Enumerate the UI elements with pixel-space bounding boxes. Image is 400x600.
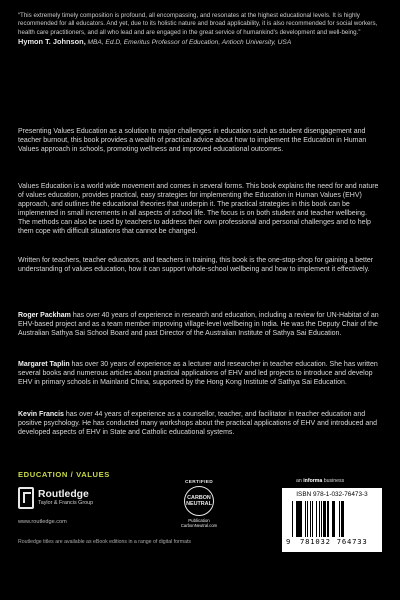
barcode-group-2: 764733 [336, 537, 368, 546]
carbon-site: CarbonNeutral.com [180, 523, 218, 528]
ebook-note: Routledge titles are available as eBook editions in a range of digital formats [18, 539, 192, 545]
informa-prefix: an [296, 478, 302, 484]
carbon-line-1: CARBON [187, 495, 211, 501]
author-bio-2 [18, 360, 380, 387]
author-bio-3 [18, 410, 380, 437]
barcode-bars [292, 501, 378, 537]
quote-text: “This extremely timely composition is profound, all encompassing, and resonates at the highest educational levels. It is highly recommended for all educators. And yet, due to its holistic nature and broad applicability, it is also recommended for social workers, health care practitioners, and all who lead and are engaged in the great service of humankind's development and well-being.” [18, 12, 378, 36]
author-bio-text: has over 30 years of experience as a lecturer and researcher in teacher education. She has written several books and numerous articles about practical applications of EHV and led projects to introduce and develop EHV in primary schools in Mainland China, supported by the Hong Kong Institute of Sathya Sai Education. [18, 361, 378, 387]
informa-business-label [296, 478, 344, 484]
author-name: Margaret Taplin [18, 361, 70, 368]
description-paragraph-2: Values Education is a world wide movement and comes in several forms. This book explains the need for and nature of values education, provides practical, easy strategies for implementing the Education in Human Values (EHV) approach, and outlines the educational theories that underpin it. The practical strategies in this book can be implemented in small increments in all aspects of school life. The focus is on both student and teacher wellbeing. The methods can also be used by teachers to address their own professional and personal challenges and to help them cope with difficult situations that cannot be changed. [18, 183, 379, 236]
endorsement-quote [18, 12, 380, 48]
author-name: Kevin Francis [18, 411, 64, 418]
carbon-neutral-badge [176, 480, 222, 528]
author-bio-1 [18, 311, 380, 338]
barcode-digits [286, 538, 378, 546]
barcode-bar [345, 501, 346, 537]
isbn-barcode [282, 488, 382, 552]
publisher-url: www.routledge.com [18, 519, 67, 525]
quote-attribution [18, 38, 380, 47]
publisher-group: Taylor & Francis Group [38, 500, 94, 506]
informa-suffix: business [323, 478, 345, 484]
author-name: Roger Packham [18, 312, 71, 319]
isbn-text: ISBN 978-1-032-76473-3 [296, 491, 368, 498]
subject-category: EDUCATION / VALUES [18, 470, 110, 479]
quote-author-name: Hymon T. Johnson, [18, 37, 86, 47]
publisher-logo [18, 487, 93, 509]
description-paragraph-1: Presenting Values Education as a solution to major challenges in education such as student disengagement and teacher burnout, this book provides a wealth of practical advice about how to implement the Education in Human Values approach in schools, promoting wellness and improved educational outcomes. [18, 128, 367, 154]
author-bio-text: has over 40 years of experience in research and education, including a review for UN-Habitat of an EHV-based project and as a team member improving village-level wellbeing in India. He was the Deputy Chair of the Australian Sathya Sai School Board and past Director of the Australian Institute of Sathya Sai Education. [18, 312, 379, 338]
publisher-name: Routledge [38, 489, 89, 500]
barcode-first-digit: 9 [286, 537, 291, 546]
carbon-line-2: NEUTRAL [186, 501, 212, 507]
barcode-group-1: 781032 [300, 537, 331, 546]
author-bio-text: has over 44 years of experience as a counsellor, teacher, and facilitator in teacher education and positive psychology. He has conducted many workshops about the practical applications of EHV and introduced and developed aspects of EHV in State and Catholic educational systems. [18, 411, 378, 437]
description-paragraph-3: Written for teachers, teacher educators, and teachers in training, this book is the one-stop-shop for gaining a better understanding of values education, how it can support whole-school wellbeing and how to implement it effectively. [18, 257, 374, 274]
carbon-publication-label: Publication [188, 518, 210, 523]
informa-brand: informa [303, 478, 323, 484]
carbon-neutral-icon [184, 486, 214, 516]
quote-author-affiliation: MBA, Ed.D, Emeritus Professor of Education, Antioch University, USA [87, 39, 292, 47]
carbon-certified-label: CERTIFIED [184, 480, 214, 485]
routledge-logo-icon [18, 487, 34, 509]
